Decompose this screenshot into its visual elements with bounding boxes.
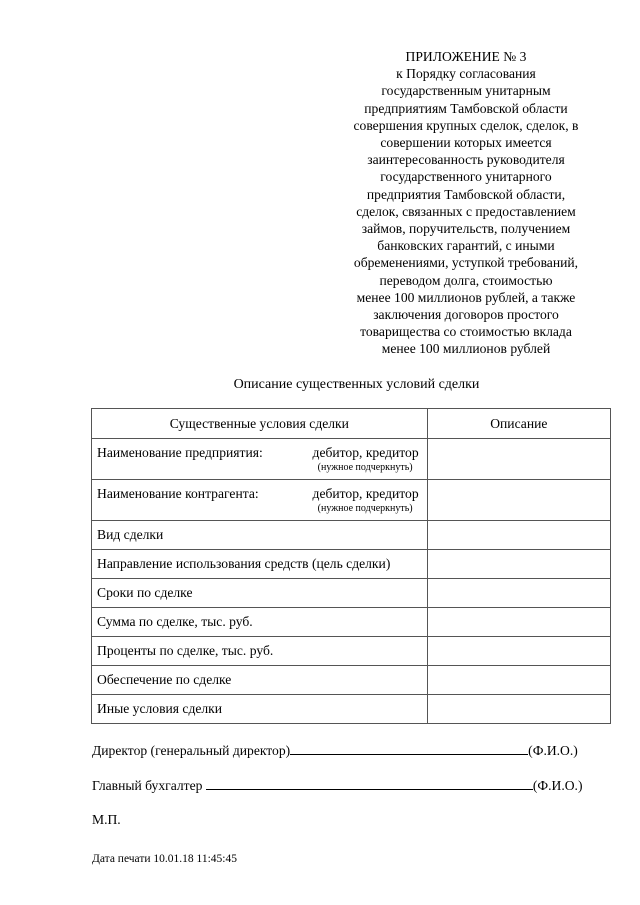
row-hint: (нужное подчеркнуть) <box>317 503 413 514</box>
row-label: Проценты по сделке, тыс. руб. <box>92 637 428 666</box>
description-cell[interactable] <box>427 550 610 579</box>
description-cell[interactable] <box>427 608 610 637</box>
accountant-blank[interactable] <box>206 777 533 790</box>
appendix-line: совершения крупных сделок, сделок, в <box>353 117 579 133</box>
appendix-header <box>330 48 602 358</box>
table-row <box>92 666 611 695</box>
row-label: Вид сделки <box>92 521 428 550</box>
description-cell[interactable] <box>427 579 610 608</box>
row-label: Сумма по сделке, тыс. руб. <box>92 608 428 637</box>
row-label-cell <box>92 480 428 521</box>
director-label: Директор (генеральный директор) <box>92 743 291 758</box>
row-label: Направление использования средств (цель сделки) <box>92 550 428 579</box>
table-row <box>92 521 611 550</box>
appendix-line: переводом долга, стоимостью <box>379 272 553 288</box>
row-options: дебитор, кредитор <box>312 486 419 501</box>
director-blank[interactable] <box>290 742 528 755</box>
appendix-line: предприятия Тамбовской области, <box>366 186 566 202</box>
table-row <box>92 608 611 637</box>
description-cell[interactable] <box>427 695 610 724</box>
accountant-signature-line <box>92 777 582 794</box>
row-options: дебитор, кредитор <box>312 445 419 460</box>
table-row <box>92 480 611 521</box>
appendix-line: товарищества со стоимостью вклада <box>360 324 572 340</box>
appendix-line: совершении которых имеется <box>380 135 552 151</box>
appendix-line: менее 100 миллионов рублей <box>381 341 551 357</box>
row-label-cell <box>92 439 428 480</box>
director-suffix: (Ф.И.О.) <box>528 743 578 758</box>
accountant-label: Главный бухгалтер <box>92 778 203 793</box>
appendix-line: займов, поручительств, получением <box>361 221 571 237</box>
table-row <box>92 637 611 666</box>
appendix-line: государственным унитарным <box>381 83 551 99</box>
header-description: Описание <box>427 409 610 439</box>
table-row <box>92 579 611 608</box>
appendix-line: заключения договоров простого <box>373 307 559 323</box>
description-cell[interactable] <box>427 637 610 666</box>
row-hint: (нужное подчеркнуть) <box>317 462 413 473</box>
appendix-line: сделок, связанных с предоставлением <box>356 203 576 219</box>
print-date: Дата печати 10.01.18 11:45:45 <box>92 853 238 865</box>
appendix-line: ПРИЛОЖЕНИЕ № 3 <box>405 49 527 64</box>
row-label: Наименование контрагента: <box>97 486 259 501</box>
row-label: Сроки по сделке <box>92 579 428 608</box>
header-terms: Существенные условия сделки <box>92 409 428 439</box>
appendix-line: к Порядку согласования <box>396 66 536 82</box>
row-label: Иные условия сделки <box>92 695 428 724</box>
appendix-line: банковских гарантий, с иными <box>377 238 555 254</box>
table-row <box>92 695 611 724</box>
appendix-line: заинтересованность руководителя <box>367 152 565 168</box>
appendix-line: обременениями, уступкой требований, <box>353 255 579 271</box>
stamp-place: М.П. <box>92 812 121 827</box>
deal-terms-table <box>91 408 611 724</box>
document-title: Описание существенных условий сделки <box>233 377 480 392</box>
table-row <box>92 550 611 579</box>
row-label: Наименование предприятия: <box>97 445 263 460</box>
description-cell[interactable] <box>427 480 610 521</box>
accountant-suffix: (Ф.И.О.) <box>532 778 583 793</box>
description-cell[interactable] <box>427 439 610 480</box>
table-header-row <box>92 409 611 439</box>
table-row <box>92 439 611 480</box>
appendix-line: менее 100 миллионов рублей, а также <box>356 289 576 305</box>
director-signature-line <box>92 742 578 759</box>
description-cell[interactable] <box>427 666 610 695</box>
appendix-line: предприятиям Тамбовской области <box>364 100 568 116</box>
appendix-line: государственного унитарного <box>380 169 552 185</box>
row-label: Обеспечение по сделке <box>92 666 428 695</box>
description-cell[interactable] <box>427 521 610 550</box>
